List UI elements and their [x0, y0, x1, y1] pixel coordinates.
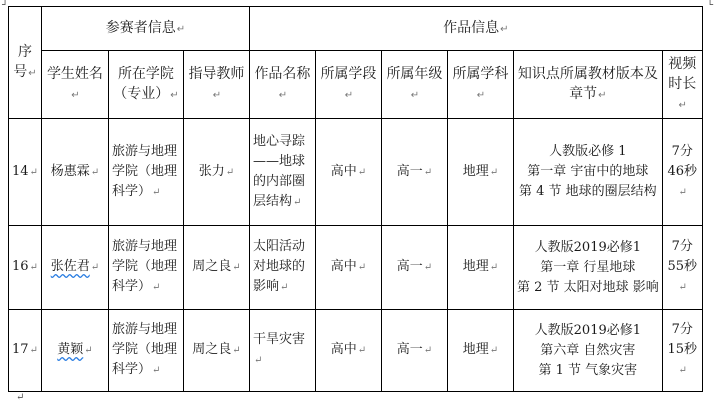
grade-cell: 高一↵: [381, 119, 447, 226]
work-title-cell: 干旱灾害↵: [249, 310, 315, 392]
work-info-header: 作品信息↵: [249, 7, 702, 51]
textbook-cell: 人教版2019必修1 第六章 自然灾害 第 1 节 气象灾害: [513, 310, 662, 392]
table-row: [9, 310, 703, 392]
textbook-cell: 人教版必修 1 第一章 宇宙中的地球 第 4 节 地球的圈层结构: [513, 119, 662, 226]
duration-cell: 7分46秒↵: [662, 119, 702, 226]
school-cell: 旅游与地理学院（地理科学）↵: [108, 310, 183, 392]
student-name-header: 学生姓名↵: [41, 51, 108, 119]
works-table: [8, 6, 703, 392]
table-row: [9, 226, 703, 310]
student-name-cell: 黄颖↵: [41, 310, 108, 392]
subject-cell: 地理↵: [447, 119, 513, 226]
stage-cell: 高中↵: [315, 226, 381, 310]
paragraph-mark: ↵: [16, 392, 25, 403]
stage-cell: 高中↵: [315, 119, 381, 226]
school-cell: 旅游与地理学院（地理科学）↵: [108, 119, 183, 226]
subject-cell: 地理↵: [447, 310, 513, 392]
subject-header: 所属学科↵: [447, 51, 513, 119]
textbook-header: 知识点所属教材版本及章节↵: [513, 51, 662, 119]
student-name-cell: 杨惠霖↵: [41, 119, 108, 226]
seq-cell: 17↵: [9, 310, 42, 392]
work-title-cell: 地心寻踪——地球的内部圈层结构↵: [249, 119, 315, 226]
work-title-header: 作品名称↵: [249, 51, 315, 119]
school-cell: 旅游与地理学院（地理科学）↵: [108, 226, 183, 310]
student-name-cell: 张佐君↵: [41, 226, 108, 310]
corner-mark: ┘: [2, 0, 9, 11]
advisor-cell: 周之良↵: [183, 226, 249, 310]
work-title-cell: 太阳活动对地球的影响↵: [249, 226, 315, 310]
seq-header: 序号↵: [9, 7, 42, 119]
stage-header: 所属学段↵: [315, 51, 381, 119]
corner-mark: └: [707, 0, 714, 11]
seq-cell: 16↵: [9, 226, 42, 310]
grade-header: 所属年级↵: [381, 51, 447, 119]
stage-cell: 高中↵: [315, 310, 381, 392]
duration-header: 视频时长↵: [662, 51, 702, 119]
advisor-cell: 张力↵: [183, 119, 249, 226]
grade-cell: 高一↵: [381, 226, 447, 310]
advisor-cell: 周之良↵: [183, 310, 249, 392]
duration-cell: 7分55秒↵: [662, 226, 702, 310]
advisor-header: 指导教师↵: [183, 51, 249, 119]
textbook-cell: 人教版2019必修1 第一章 行星地球 第 2 节 太阳对地球 影响: [513, 226, 662, 310]
table-row: [9, 119, 703, 226]
grade-cell: 高一↵: [381, 310, 447, 392]
participant-info-header: 参赛者信息↵: [41, 7, 249, 51]
subject-cell: 地理↵: [447, 226, 513, 310]
school-header: 所在学院（专业）↵: [108, 51, 183, 119]
duration-cell: 7分15秒↵: [662, 310, 702, 392]
seq-cell: 14↵: [9, 119, 42, 226]
